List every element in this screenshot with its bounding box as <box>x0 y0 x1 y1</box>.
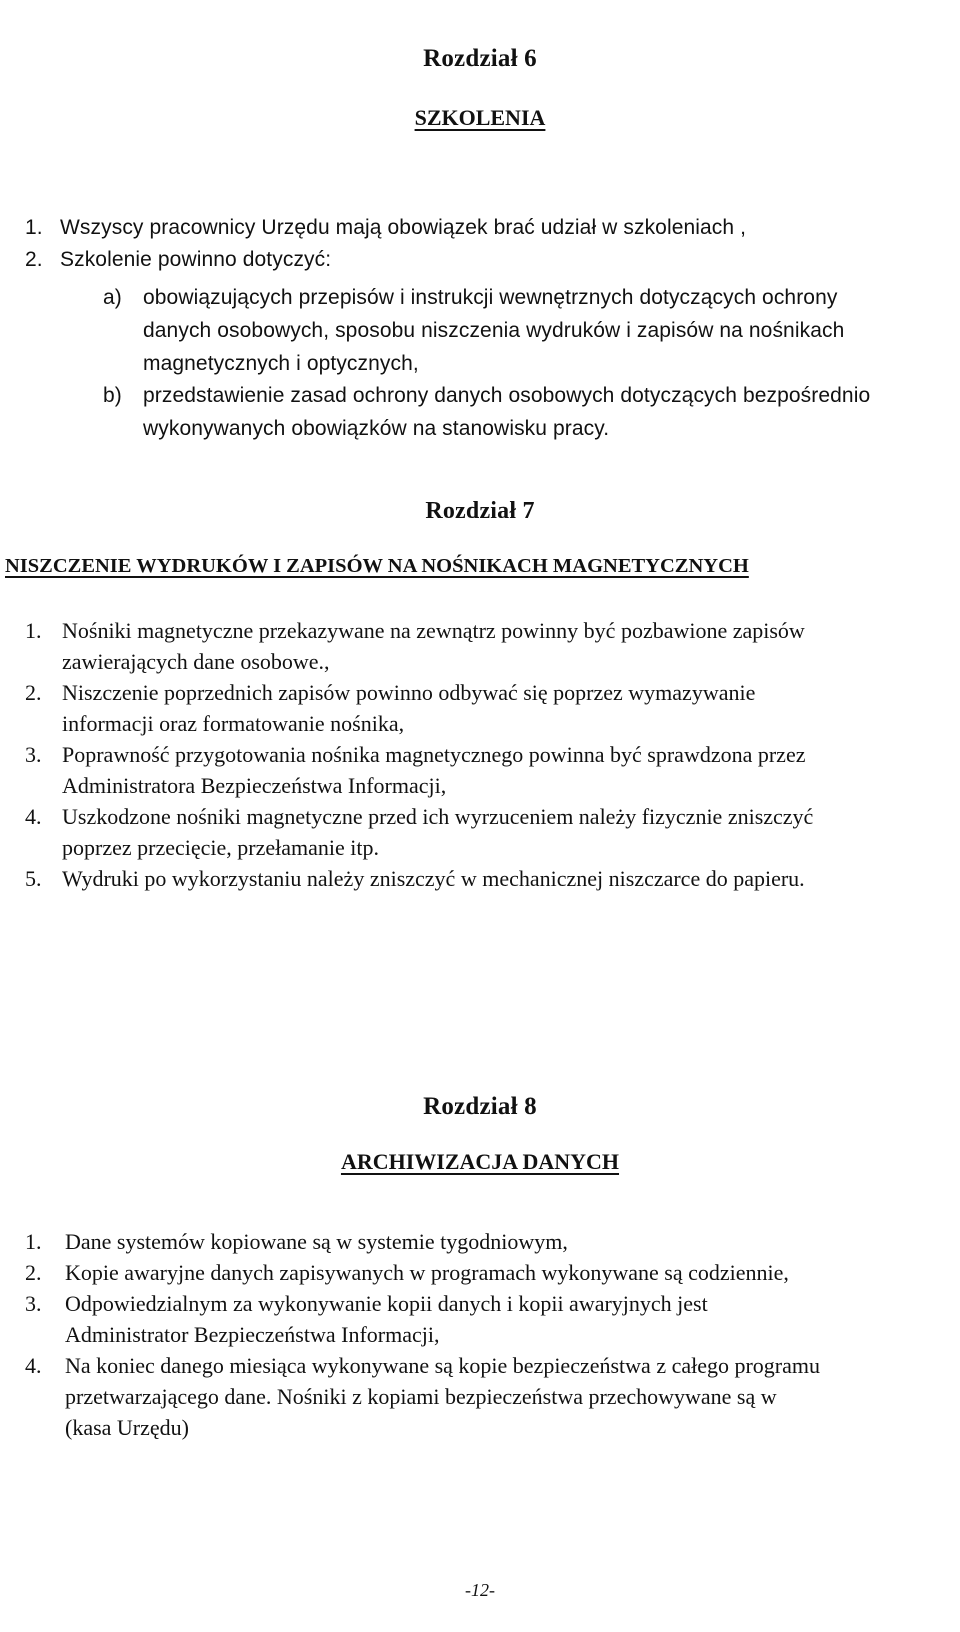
list-item-text: Dane systemów kopiowane są w systemie tygodniowym, <box>65 1229 568 1254</box>
chapter-7-title: Rozdział 7 <box>425 498 535 524</box>
list-item-text: Szkolenie powinno dotyczyć: <box>60 248 332 271</box>
list-item-text: Wszyscy pracownicy Urzędu mają obowiązek brać udział w szkoleniach , <box>60 216 747 239</box>
list-item-text: informacji oraz formatowanie nośnika, <box>62 711 405 736</box>
list-item-text: przetwarzającego dane. Nośniki z kopiami bezpieczeństwa przechowywane są w <box>65 1384 777 1409</box>
sub-item-label: a) <box>103 286 122 309</box>
list-item-text: Uszkodzone nośniki magnetyczne przed ich wyrzuceniem należy fizycznie zniszczyć <box>62 804 814 829</box>
list-item-text: Kopie awaryjne danych zapisywanych w programach wykonywane są codziennie, <box>65 1260 789 1285</box>
sub-item-text: magnetycznych i optycznych, <box>143 352 419 375</box>
list-item-number: 3. <box>25 1291 42 1316</box>
list-item-text: Poprawność przygotowania nośnika magnetycznego powinna być sprawdzona przez <box>62 742 806 767</box>
chapter-7-subtitle: NISZCZENIE WYDRUKÓW I ZAPISÓW NA NOŚNIKACH MAGNETYCZNYCH <box>5 555 749 577</box>
list-item-text: Odpowiedzialnym za wykonywanie kopii danych i kopii awaryjnych jest <box>65 1291 708 1316</box>
chapter-8-title: Rozdział 8 <box>423 1093 537 1120</box>
list-item-text: Nośniki magnetyczne przekazywane na zewnątrz powinny być pozbawione zapisów <box>62 618 805 643</box>
list-item-number: 4. <box>25 1353 42 1378</box>
list-item-text: poprzez przecięcie, przełamanie itp. <box>62 835 379 860</box>
page-number: -12- <box>465 1580 495 1600</box>
sub-item-text: obowiązujących przepisów i instrukcji wewnętrznych dotyczących ochrony <box>143 286 838 309</box>
sub-item-text: wykonywanych obowiązków na stanowisku pracy. <box>143 417 610 440</box>
chapter-6-subtitle: SZKOLENIA <box>414 105 546 130</box>
list-item-text: (kasa Urzędu) <box>65 1415 189 1440</box>
list-item-text: Administrator Bezpieczeństwa Informacji, <box>65 1322 440 1347</box>
list-item-text: zawierających dane osobowe., <box>62 649 330 674</box>
sub-item-text: danych osobowych, sposobu niszczenia wydruków i zapisów na nośnikach <box>143 319 845 342</box>
list-item-text: Niszczenie poprzednich zapisów powinno odbywać się poprzez wymazywanie <box>62 680 756 705</box>
chapter-6-title: Rozdział 6 <box>423 45 537 72</box>
list-item-text: Na koniec danego miesiąca wykonywane są kopie bezpieczeństwa z całego programu <box>65 1353 821 1378</box>
list-item-number: 1. <box>25 1229 42 1254</box>
list-item-number: 4. <box>25 804 42 829</box>
list-item-number: 2. <box>25 680 42 705</box>
sub-item-label: b) <box>103 384 122 407</box>
sub-item-text: przedstawienie zasad ochrony danych osobowych dotyczących bezpośrednio <box>143 384 871 407</box>
list-item-text: Administratora Bezpieczeństwa Informacji, <box>62 773 447 798</box>
list-item-text: Wydruki po wykorzystaniu należy zniszczyć w mechanicznej niszczarce do papieru. <box>62 866 805 891</box>
list-item-number: 3. <box>25 742 42 767</box>
list-item-number: 1. <box>25 618 42 643</box>
chapter-8-subtitle: ARCHIWIZACJA DANYCH <box>340 1149 620 1174</box>
list-item-number: 2. <box>25 248 43 271</box>
list-item-number: 5. <box>25 866 42 891</box>
list-item-number: 2. <box>25 1260 42 1285</box>
list-item-number: 1. <box>25 216 43 239</box>
